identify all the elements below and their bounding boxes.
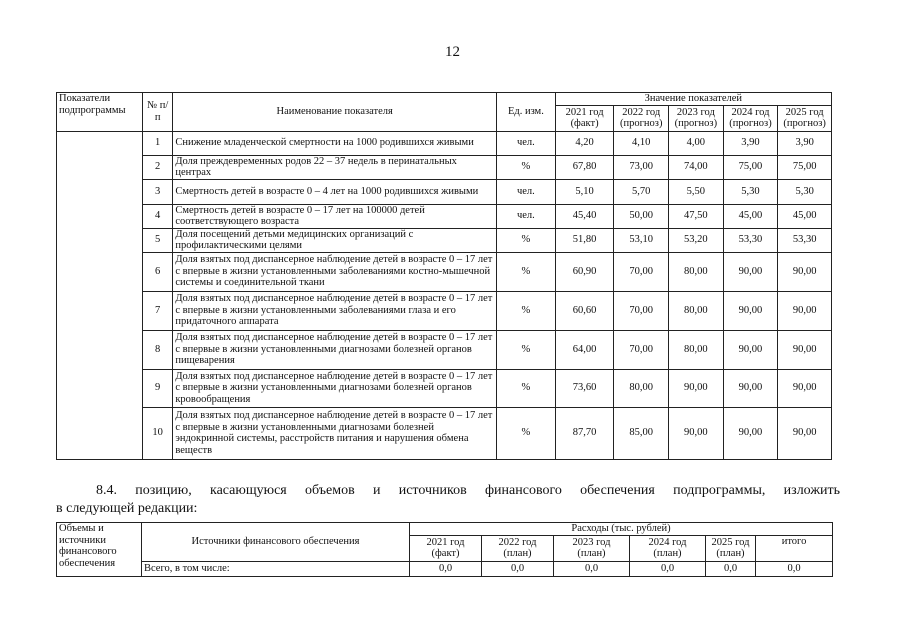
indicator-value: 70,00: [614, 330, 669, 369]
financing-year-2024: 2024 год (план): [630, 535, 706, 561]
indicator-name: Доля взятых под диспансерное наблюдение детей в возрасте 0 – 17 лет с впервые в жизни установленными заболеваниями костно-мышечной системы и соединительной ткани: [173, 252, 497, 291]
indicator-value: 53,30: [778, 228, 832, 252]
header-indicators-group: Показатели подпрограммы: [57, 93, 143, 132]
indicator-value: 90,00: [778, 291, 832, 330]
row-number: 6: [142, 252, 172, 291]
indicator-value: 60,60: [555, 291, 614, 330]
indicator-name: Смертность детей в возрасте 0 – 17 лет на 100000 детей соответствующего возраста: [173, 204, 497, 228]
indicator-value: 90,00: [723, 369, 778, 407]
row-number: 7: [142, 291, 172, 330]
indicator-value: 75,00: [723, 155, 778, 179]
header-unit: Ед. изм.: [497, 93, 556, 132]
indicator-value: 73,00: [614, 155, 669, 179]
indicator-value: 50,00: [614, 204, 669, 228]
indicator-value: 80,00: [614, 369, 669, 407]
indicator-row: [57, 407, 832, 459]
financing-value-2023: 0,0: [554, 561, 630, 576]
financing-year-2022: 2022 год (план): [482, 535, 554, 561]
indicator-value: 75,00: [778, 155, 832, 179]
indicator-row: [57, 330, 832, 369]
indicator-unit: чел.: [497, 179, 556, 204]
row-number: 3: [142, 179, 172, 204]
indicator-value: 80,00: [669, 252, 724, 291]
indicator-value: 53,10: [614, 228, 669, 252]
header-year-2022: 2022 год (прогноз): [614, 105, 669, 131]
indicator-value: 5,10: [555, 179, 614, 204]
indicator-value: 90,00: [778, 369, 832, 407]
financing-value-2021: 0,0: [410, 561, 482, 576]
row-number: 9: [142, 369, 172, 407]
indicator-value: 90,00: [723, 330, 778, 369]
indicator-value: 5,30: [778, 179, 832, 204]
indicator-unit: %: [497, 155, 556, 179]
indicator-value: 90,00: [778, 330, 832, 369]
row-number: 5: [142, 228, 172, 252]
header-year-2023: 2023 год (прогноз): [669, 105, 724, 131]
indicator-name: Доля посещений детьми медицинских организаций с профилактическими целями: [173, 228, 497, 252]
financing-row-label: Всего, в том числе:: [142, 561, 410, 576]
indicator-value: 53,30: [723, 228, 778, 252]
indicator-value: 70,00: [614, 252, 669, 291]
indicator-value: 60,90: [555, 252, 614, 291]
indicator-value: 45,00: [778, 204, 832, 228]
row-number: 10: [142, 407, 172, 459]
indicator-unit: чел.: [497, 204, 556, 228]
indicator-value: 47,50: [669, 204, 724, 228]
indicator-value: 51,80: [555, 228, 614, 252]
indicator-name: Доля взятых под диспансерное наблюдение детей в возрасте 0 – 17 лет с впервые в жизни установленными диагнозами болезней эндокринной системы, расстройств питания и нарушения обмена веществ: [173, 407, 497, 459]
indicator-value: 4,00: [669, 131, 724, 155]
indicators-table: [56, 92, 832, 460]
indicator-value: 4,10: [614, 131, 669, 155]
indicator-value: 90,00: [723, 252, 778, 291]
indicators-group-cell: [57, 131, 143, 459]
indicator-row: [57, 179, 832, 204]
paragraph-line-1: 8.4. позицию, касающуюся объемов и источников финансового обеспечения подпрограммы, изложить: [96, 483, 840, 498]
row-number: 1: [142, 131, 172, 155]
indicator-unit: чел.: [497, 131, 556, 155]
indicator-row: [57, 204, 832, 228]
indicator-row: [57, 291, 832, 330]
indicator-value: 80,00: [669, 291, 724, 330]
indicator-name: Доля взятых под диспансерное наблюдение детей в возрасте 0 – 17 лет с впервые в жизни установленными диагнозами болезней органов кровообращения: [173, 369, 497, 407]
indicator-value: 5,70: [614, 179, 669, 204]
financing-value-2025: 0,0: [706, 561, 756, 576]
indicator-unit: %: [497, 291, 556, 330]
indicator-name: Снижение младенческой смертности на 1000 родившихся живыми: [173, 131, 497, 155]
indicator-value: 64,00: [555, 330, 614, 369]
indicator-value: 90,00: [778, 407, 832, 459]
page-number: 12: [445, 44, 460, 60]
financing-header-total: итого: [756, 535, 833, 561]
indicator-value: 87,70: [555, 407, 614, 459]
indicator-value: 53,20: [669, 228, 724, 252]
financing-year-2023: 2023 год (план): [554, 535, 630, 561]
indicator-value: 73,60: [555, 369, 614, 407]
indicator-row: [57, 252, 832, 291]
indicator-value: 3,90: [778, 131, 832, 155]
header-indicator-name: Наименование показателя: [173, 93, 497, 132]
indicator-row: [57, 369, 832, 407]
indicator-value: 85,00: [614, 407, 669, 459]
paragraph-line-2: в следующей редакции:: [56, 501, 198, 516]
indicator-name: Доля взятых под диспансерное наблюдение детей в возрасте 0 – 17 лет с впервые в жизни установленными заболеваниями глаза и его придаточного аппарата: [173, 291, 497, 330]
indicator-name: Доля взятых под диспансерное наблюдение детей в возрасте 0 – 17 лет с впервые в жизни установленными диагнозами болезней органов пищеварения: [173, 330, 497, 369]
header-year-2025: 2025 год (прогноз): [778, 105, 832, 131]
indicator-unit: %: [497, 369, 556, 407]
indicator-value: 45,00: [723, 204, 778, 228]
indicator-value: 74,00: [669, 155, 724, 179]
indicator-unit: %: [497, 330, 556, 369]
indicator-value: 90,00: [778, 252, 832, 291]
indicator-row: [57, 131, 832, 155]
financing-year-2025: 2025 год (план): [706, 535, 756, 561]
financing-value-2022: 0,0: [482, 561, 554, 576]
indicator-unit: %: [497, 252, 556, 291]
indicator-row: [57, 228, 832, 252]
financing-header-group: Объемы и источники финансового обеспечения: [57, 523, 142, 577]
financing-value-total: 0,0: [756, 561, 833, 576]
indicator-name: Доля преждевременных родов 22 – 37 недель в перинатальных центрах: [173, 155, 497, 179]
financing-table: [56, 522, 833, 577]
financing-header-expenses: Расходы (тыс. рублей): [410, 523, 833, 536]
indicator-value: 90,00: [669, 407, 724, 459]
header-year-2024: 2024 год (прогноз): [723, 105, 778, 131]
row-number: 4: [142, 204, 172, 228]
indicator-value: 5,30: [723, 179, 778, 204]
indicator-value: 45,40: [555, 204, 614, 228]
indicator-value: 70,00: [614, 291, 669, 330]
header-row-number: № п/п: [142, 93, 172, 132]
indicator-value: 80,00: [669, 330, 724, 369]
header-year-2021: 2021 год (факт): [555, 105, 614, 131]
indicator-unit: %: [497, 228, 556, 252]
financing-header-sources: Источники финансового обеспечения: [142, 523, 410, 562]
row-number: 8: [142, 330, 172, 369]
indicator-value: 90,00: [669, 369, 724, 407]
indicator-name: Смертность детей в возрасте 0 – 4 лет на 1000 родившихся живыми: [173, 179, 497, 204]
row-number: 2: [142, 155, 172, 179]
indicator-row: [57, 155, 832, 179]
indicator-value: 3,90: [723, 131, 778, 155]
financing-year-2021: 2021 год (факт): [410, 535, 482, 561]
indicator-unit: %: [497, 407, 556, 459]
indicator-value: 90,00: [723, 407, 778, 459]
header-values: Значение показателей: [555, 93, 831, 106]
financing-value-2024: 0,0: [630, 561, 706, 576]
indicator-value: 4,20: [555, 131, 614, 155]
indicator-value: 67,80: [555, 155, 614, 179]
indicator-value: 5,50: [669, 179, 724, 204]
indicator-value: 90,00: [723, 291, 778, 330]
